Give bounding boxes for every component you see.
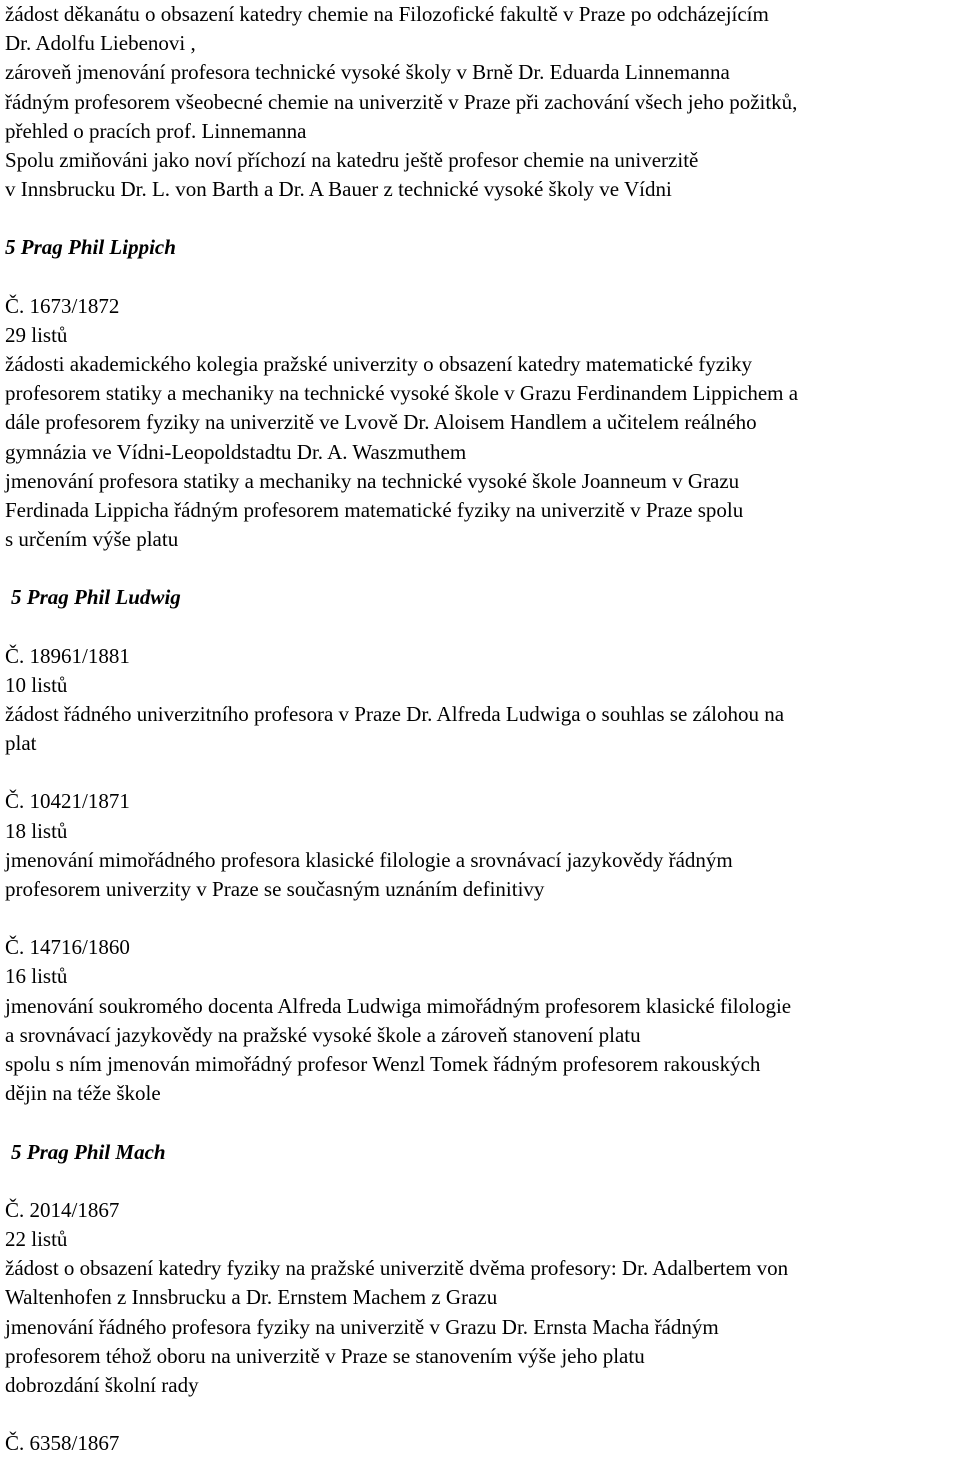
record-block (5, 787, 957, 904)
spacer (5, 263, 957, 292)
record-block (5, 1429, 957, 1458)
record-number: Č. 6358/1867 (5, 1431, 120, 1456)
text-line: dále profesorem fyziky na univerzitě ve Lvově Dr. Aloisem Handlem a učitelem reálného (5, 410, 757, 435)
text-line: jmenování profesora statiky a mechaniky na technické vysoké škole Joanneum v Grazu (5, 468, 740, 493)
text-line: Dr. Adolfu Liebenovi , (5, 31, 196, 56)
spacer (5, 1400, 957, 1429)
record-number: Č. 1673/1872 (5, 293, 120, 318)
record-number: Č. 2014/1867 (5, 1197, 120, 1222)
sheet-count: 18 listů (5, 818, 68, 843)
record-block (5, 0, 957, 204)
record-number: Č. 14716/1860 (5, 935, 130, 960)
text-line: žádost řádného univerzitního profesora v Praze Dr. Alfreda Ludwiga o souhlas se zálohou na (5, 702, 785, 727)
sheet-count: 16 listů (5, 964, 68, 989)
text-line: profesorem téhož oboru na univerzitě v Praze se stanovením výše jeho platu (5, 1343, 645, 1368)
sheet-count: 22 listů (5, 1226, 68, 1251)
text-line: Waltenhofen z Innsbrucku a Dr. Ernstem Machem z Grazu (5, 1285, 498, 1310)
section-heading: 5 Prag Phil Lippich (5, 235, 176, 260)
text-line: žádost děkanátu o obsazení katedry chemie na Filozofické fakultě v Praze po odcházejícím (5, 2, 769, 26)
record-block (5, 1196, 957, 1400)
text-line: žádost o obsazení katedry fyziky na pražské univerzitě dvěma profesory: Dr. Adalbertem von (5, 1256, 789, 1281)
spacer (5, 758, 957, 787)
text-line: Ferdinada Lippicha řádným profesorem matematické fyziky na univerzitě v Praze spolu (5, 498, 744, 523)
record-block (5, 642, 957, 759)
record-number: Č. 10421/1871 (5, 789, 130, 814)
section-heading: 5 Prag Phil Mach (11, 1139, 166, 1164)
record-block (5, 292, 957, 555)
text-line: jmenování soukromého docenta Alfreda Ludwiga mimořádným profesorem klasické filologie (5, 993, 792, 1018)
text-line: profesorem statiky a mechaniky na technické vysoké škole v Grazu Ferdinandem Lippichem a (5, 381, 799, 406)
section-heading: 5 Prag Phil Ludwig (11, 585, 181, 610)
record-number: Č. 18961/1881 (5, 643, 130, 668)
text-line: jmenování řádného profesora fyziky na univerzitě v Grazu Dr. Ernsta Macha řádným (5, 1314, 719, 1339)
spacer (5, 613, 957, 642)
spacer (5, 904, 957, 933)
text-line: dobrozdání školní rady (5, 1372, 199, 1397)
text-line: v Innsbrucku Dr. L. von Barth a Dr. A Bauer z technické vysoké školy ve Vídni (5, 177, 672, 202)
spacer (5, 1109, 957, 1138)
document-page (5, 0, 957, 1458)
text-line: žádosti akademického kolegia pražské univerzity o obsazení katedry matematické fyziky (5, 352, 752, 377)
text-line: spolu s ním jmenován mimořádný profesor Wenzl Tomek řádným profesorem rakouských (5, 1052, 761, 1077)
text-line: gymnázia ve Vídni-Leopoldstadtu Dr. A. Waszmuthem (5, 439, 467, 464)
text-line: zároveň jmenování profesora technické vysoké školy v Brně Dr. Eduarda Linnemanna (5, 60, 730, 85)
text-line: a srovnávací jazykovědy na pražské vysoké škole a zároveň stanovení platu (5, 1022, 641, 1047)
text-line: přehled o pracích prof. Linnemanna (5, 118, 307, 143)
spacer (5, 554, 957, 583)
text-line: Spolu zmiňováni jako noví příchozí na katedru ještě profesor chemie na univerzitě (5, 148, 699, 173)
spacer (5, 1167, 957, 1196)
text-line: plat (5, 731, 37, 756)
sheet-count: 10 listů (5, 672, 68, 697)
text-line: profesorem univerzity v Praze se současným uznáním definitivy (5, 877, 545, 902)
record-block (5, 933, 957, 1108)
sheet-count: 29 listů (5, 322, 68, 347)
text-line: dějin na téže škole (5, 1081, 161, 1106)
text-line: s určením výše platu (5, 527, 179, 552)
spacer (5, 204, 957, 233)
text-line: řádným profesorem všeobecné chemie na univerzitě v Praze při zachování všech jeho požitků, (5, 89, 798, 114)
text-line: jmenování mimořádného profesora klasické filologie a srovnávací jazykovědy řádným (5, 847, 733, 872)
